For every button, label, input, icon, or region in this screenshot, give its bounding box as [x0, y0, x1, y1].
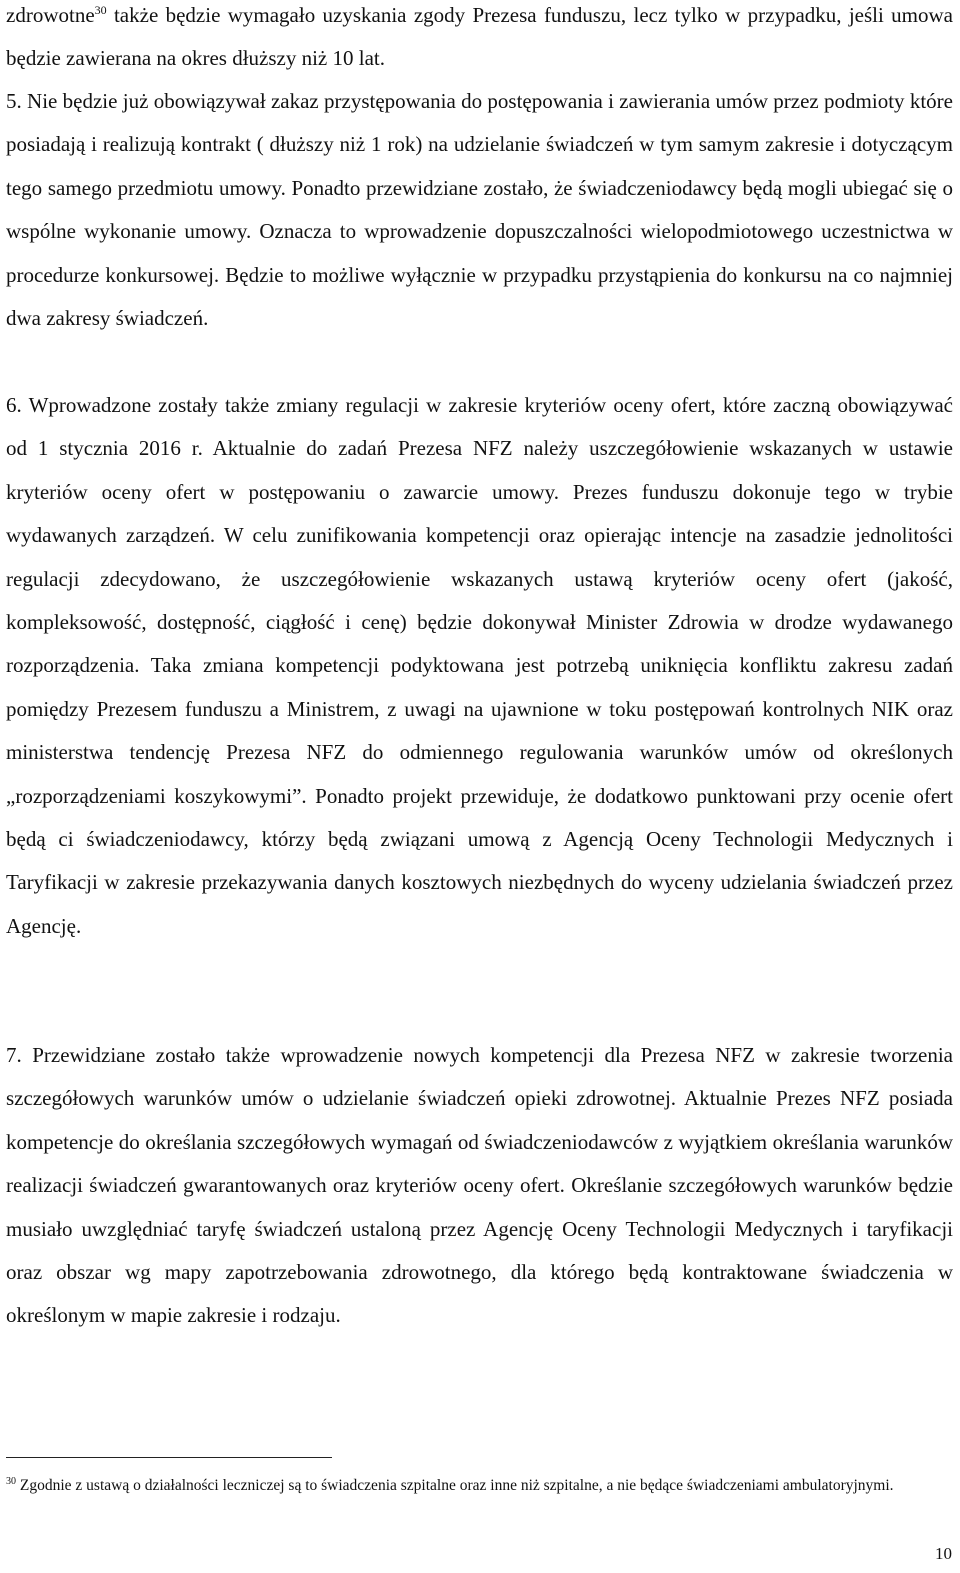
footnote-separator [6, 1457, 332, 1458]
page-number: 10 [935, 1544, 952, 1563]
paragraph-item-6: 6. Wprowadzone zostały także zmiany regulacji w zakresie kryteriów oceny ofert, które zaczną obowiązywać od 1 stycznia 2016 r. Aktualnie do zadań Prezesa NFZ należy uszczegółowienie wskazanych w ustawie kryteriów oceny ofert w postępowaniu o zawarcie umowy. Prezes funduszu dokonuje tego w trybie wydawanych zarządzeń. W celu zunifikowania kompetencji oraz opierając intencje na zasadzie jednolitości regulacji zdecydowano, że uszczegółowienie wskazanych ustawą kryteriów oceny ofert (jakość, kompleksowość, dostępność, ciągłość i cenę) będzie dokonywał Minister Zdrowia w drodze wydawanego rozporządzenia. Taka zmiana kompetencji podyktowana jest potrzebą uniknięcia konfliktu zakresu zadań pomiędzy Prezesem funduszu a Ministrem, z uwagi na ujawnione w toku postępowań kontrolnych NIK oraz ministerstwa tendencję Prezesa NFZ do odmiennego regulowania warunków umów od określonych „rozporządzeniami koszykowymi”. Ponadto projekt przewiduje, że dodatkowo punktowani przy ocenie ofert będą ci świadczeniodawcy, którzy będą związani umową z Agencją Oceny Technologii Medycznych i Taryfikacji w zakresie przekazywania danych kosztowych niezbędnych do wyceny udzielania świadczeń przez Agencję. [6, 393, 953, 938]
footnote [6, 1474, 951, 1497]
intro-text-after: także będzie wymagało uzyskania zgody Prezesa funduszu, lecz tylko w przypadku, jeśli umowa będzie zawierana na okres dłuższy niż 10 lat. [6, 3, 953, 71]
paragraph-item-7: 7. Przewidziane zostało także wprowadzenie nowych kompetencji dla Prezesa NFZ w zakresie tworzenia szczegółowych warunków umów o udzielanie świadczeń opieki zdrowotnej. Aktualnie Prezes NFZ posiada kompetencje do określania szczegółowych wymagań od świadczeniodawców z wyjątkiem określania warunków realizacji świadczeń gwarantowanych oraz kryteriów oceny ofert. Określanie szczegółowych warunków będzie musiało uwzględniać taryfę świadczeń ustaloną przez Agencję Oceny Technologii Medycznych i taryfikacji oraz obszar wg mapy zapotrzebowania zdrowotnego, dla którego będą kontraktowane świadczenia w określonym w mapie zakresie i rodzaju. [6, 1043, 953, 1328]
paragraph-item-5: 5. Nie będzie już obowiązywał zakaz przystępowania do postępowania i zawierania umów przez podmioty które posiadają i realizują kontrakt ( dłuższy niż 1 rok) na udzielanie świadczeń w tym samym zakresie i dotyczącym tego samego przedmiotu umowy. Ponadto przewidziane zostało, że świadczeniodawcy będą mogli ubiegać się o wspólne wykonanie umowy. Oznacza to wprowadzenie dopuszczalności wielopodmiotowego uczestnictwa w procedurze konkursowej. Będzie to możliwe wyłącznie w przypadku przystąpienia do konkursu na co najmniej dwa zakresy świadczeń. [6, 89, 953, 331]
intro-text-before: zdrowotne [6, 3, 95, 27]
footnote-number: 30 [6, 1475, 16, 1487]
intro-paragraph [6, 0, 953, 81]
footnote-text: Zgodnie z ustawą o działalności leczniczej są to świadczenia szpitalne oraz inne niż szpitalne, a nie będące świadczeniami ambulatoryjnymi. [16, 1477, 894, 1494]
footnote-reference[interactable]: 30 [94, 3, 107, 17]
